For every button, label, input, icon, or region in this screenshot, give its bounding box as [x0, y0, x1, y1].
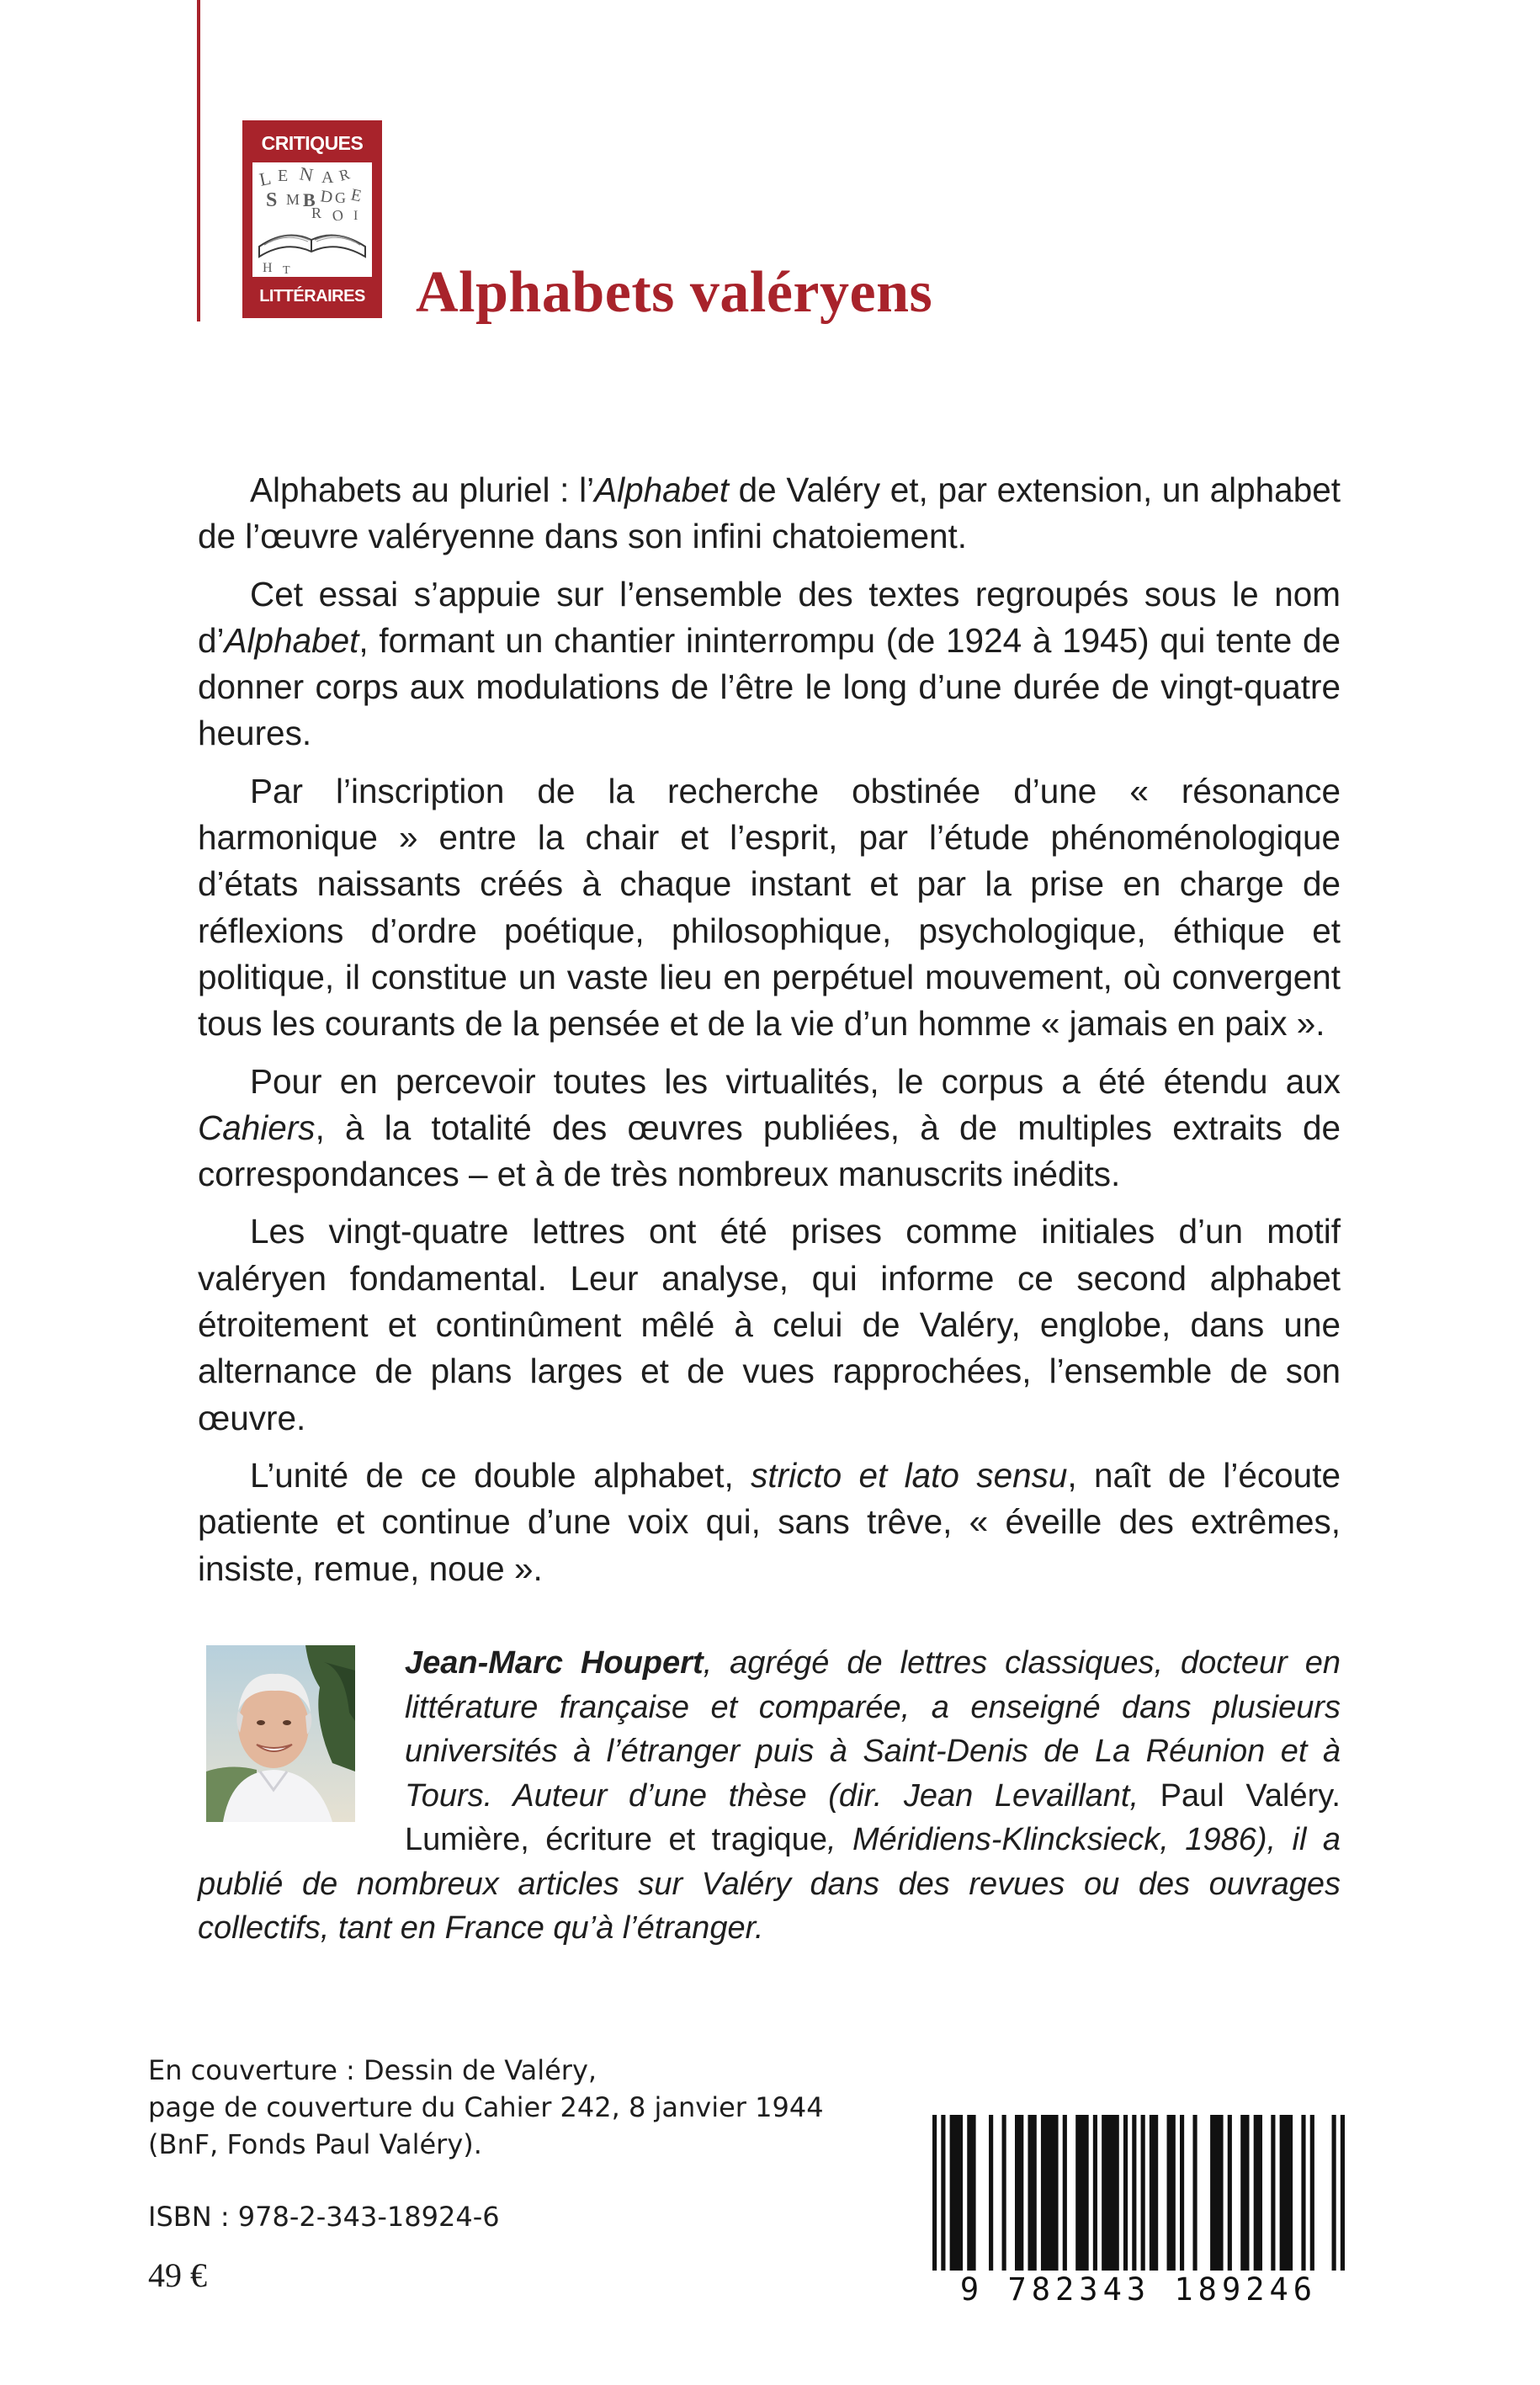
barcode-bar	[1332, 2115, 1336, 2271]
vertical-accent-rule	[197, 0, 200, 321]
svg-text:M: M	[286, 191, 300, 208]
book-title: Alphabets valéryens	[416, 260, 933, 325]
barcode-bar	[932, 2115, 937, 2271]
barcode-bar	[967, 2115, 975, 2271]
barcode-bar	[1240, 2115, 1249, 2271]
svg-text:G: G	[335, 189, 346, 206]
barcode-bar	[1102, 2115, 1119, 2271]
barcode-bar	[1271, 2115, 1275, 2271]
svg-text:E: E	[348, 185, 364, 206]
barcode-bar	[1150, 2115, 1158, 2271]
svg-text:T: T	[283, 264, 290, 277]
svg-text:E: E	[278, 167, 289, 185]
svg-text:S: S	[266, 189, 278, 211]
barcode-bar	[989, 2115, 993, 2271]
blurb-paragraph: L’unité de ce double alphabet, stricto et lato sensu, naît de l’écoute patiente et continue d’une voix qui, sans trêve, « éveille des extrêmes, insiste, remue, noue ».	[198, 1455, 1341, 1588]
barcode-bar	[1280, 2115, 1293, 2271]
author-bio: Jean-Marc Houpert, agrégé de lettres classiques, docteur en littérature française et comparée, a enseigné dans plusieurs universités à l’étranger puis à Saint-Denis de La Réunion et à Tours. Auteur d’une thèse (dir. Jean Levaillant, Paul Valéry. Lumière, écriture et tragique, Méridiens-Klincksieck, 1986), il a publié de nombreux articles sur Valéry dans des revues ou des ouvrages collectifs, tant en France qu’à l’étranger.	[198, 1645, 1341, 1946]
open-book-icon	[252, 162, 372, 277]
author-name: Jean-Marc Houpert	[405, 1645, 704, 1681]
thesis-title: Paul Valéry. Lumière, écriture et tragique	[405, 1777, 1341, 1857]
svg-text:D: D	[319, 187, 334, 207]
cover-credit-line: En couverture : Dessin de Valéry,	[148, 2054, 597, 2086]
barcode-bar	[1310, 2115, 1314, 2271]
svg-text:O: O	[331, 205, 345, 225]
barcode-digits: 9 782343 189246	[959, 2271, 1318, 2308]
barcode-bar	[1063, 2115, 1067, 2271]
barcode-bar	[1301, 2115, 1305, 2271]
barcode-bar	[1041, 2115, 1059, 2271]
barcode-bar	[1167, 2115, 1176, 2271]
series-logo	[242, 120, 382, 318]
barcode-bar	[1228, 2115, 1232, 2271]
svg-text:R: R	[311, 205, 322, 221]
blurb-paragraph: Pour en percevoir toutes les virtualités, le corpus a été étendu aux Cahiers, à la totalité des œuvres publiées, à de multiples extraits de correspondances – et à de très nombreux manuscrits inédits.	[198, 1061, 1341, 1194]
blurb-paragraph: Alphabets au pluriel : l’Alphabet de Valéry et, par extension, un alphabet de l’œuvre valéryenne dans son infini chatoiement.	[198, 470, 1341, 556]
blurb-paragraph: Par l’inscription de la recherche obstinée d’une « résonance harmonique » entre la chair et l’esprit, par l’étude phénoménologique d’états naissants créés à chaque instant et par la prise en charge de réflexions d’ordre poétique, philosophique, psychologique, éthique et politique, il constitue un vaste lieu en perpétuel mouvement, où convergent tous les courants de la pensée et de la vie d’un homme « jamais en paix ».	[198, 771, 1341, 1044]
barcode-bar	[1123, 2115, 1128, 2271]
cover-credit-line: page de couverture du Cahier 242, 8 janvier 1944	[148, 2091, 824, 2123]
barcode-bar	[941, 2115, 945, 2271]
svg-text:R: R	[337, 165, 352, 184]
barcode-bar	[1132, 2115, 1136, 2271]
barcode-bar	[1180, 2115, 1184, 2271]
barcode-bar	[1192, 2115, 1197, 2271]
barcode-bar	[1093, 2115, 1097, 2271]
barcode-bar	[950, 2115, 963, 2271]
isbn: ISBN : 978-2-343-18924-6	[148, 2201, 500, 2233]
svg-text:I: I	[353, 209, 358, 223]
svg-text:B: B	[303, 189, 316, 210]
svg-text:N: N	[298, 162, 316, 186]
series-logo-line1: CRITIQUES	[261, 132, 364, 154]
barcode-bar	[1254, 2115, 1262, 2271]
blurb-paragraph: Cet essai s’appuie sur l’ensemble des textes regroupés sous le nom d’Alphabet, formant un chantier ininterrompu (de 1924 à 1945) qui tente de donner corps aux modulations de l’être le long d’une durée de vingt-quatre heures.	[198, 574, 1341, 753]
cover-credit-line: (BnF, Fonds Paul Valéry).	[148, 2128, 482, 2160]
barcode-bar	[1341, 2115, 1345, 2271]
cover-credit	[148, 2052, 824, 2163]
barcode-bar	[1028, 2115, 1036, 2271]
price: 49 €	[148, 2256, 207, 2294]
svg-text:H: H	[263, 261, 273, 275]
blurb-paragraph: Les vingt-quatre lettres ont été prises comme initiales d’un motif valéryen fondamental. Leur analyse, qui informe ce second alphabet étroitement et continûment mêlé à celui de Valéry, englobe, dans une alternance de plans larges et de vues rapprochées, l’ensemble de son œuvre.	[198, 1212, 1341, 1437]
barcode-bar	[1210, 2115, 1223, 2271]
barcode-bar	[1075, 2115, 1088, 2271]
barcode-bar	[1002, 2115, 1006, 2271]
series-logo-line2: LITTÉRAIRES	[259, 287, 365, 305]
svg-text:A: A	[321, 168, 334, 187]
barcode-bar	[1141, 2115, 1145, 2271]
barcode	[932, 2115, 1345, 2271]
svg-text:L: L	[257, 167, 273, 190]
back-cover-blurb	[198, 467, 1341, 1603]
barcode-bar	[1015, 2115, 1023, 2271]
